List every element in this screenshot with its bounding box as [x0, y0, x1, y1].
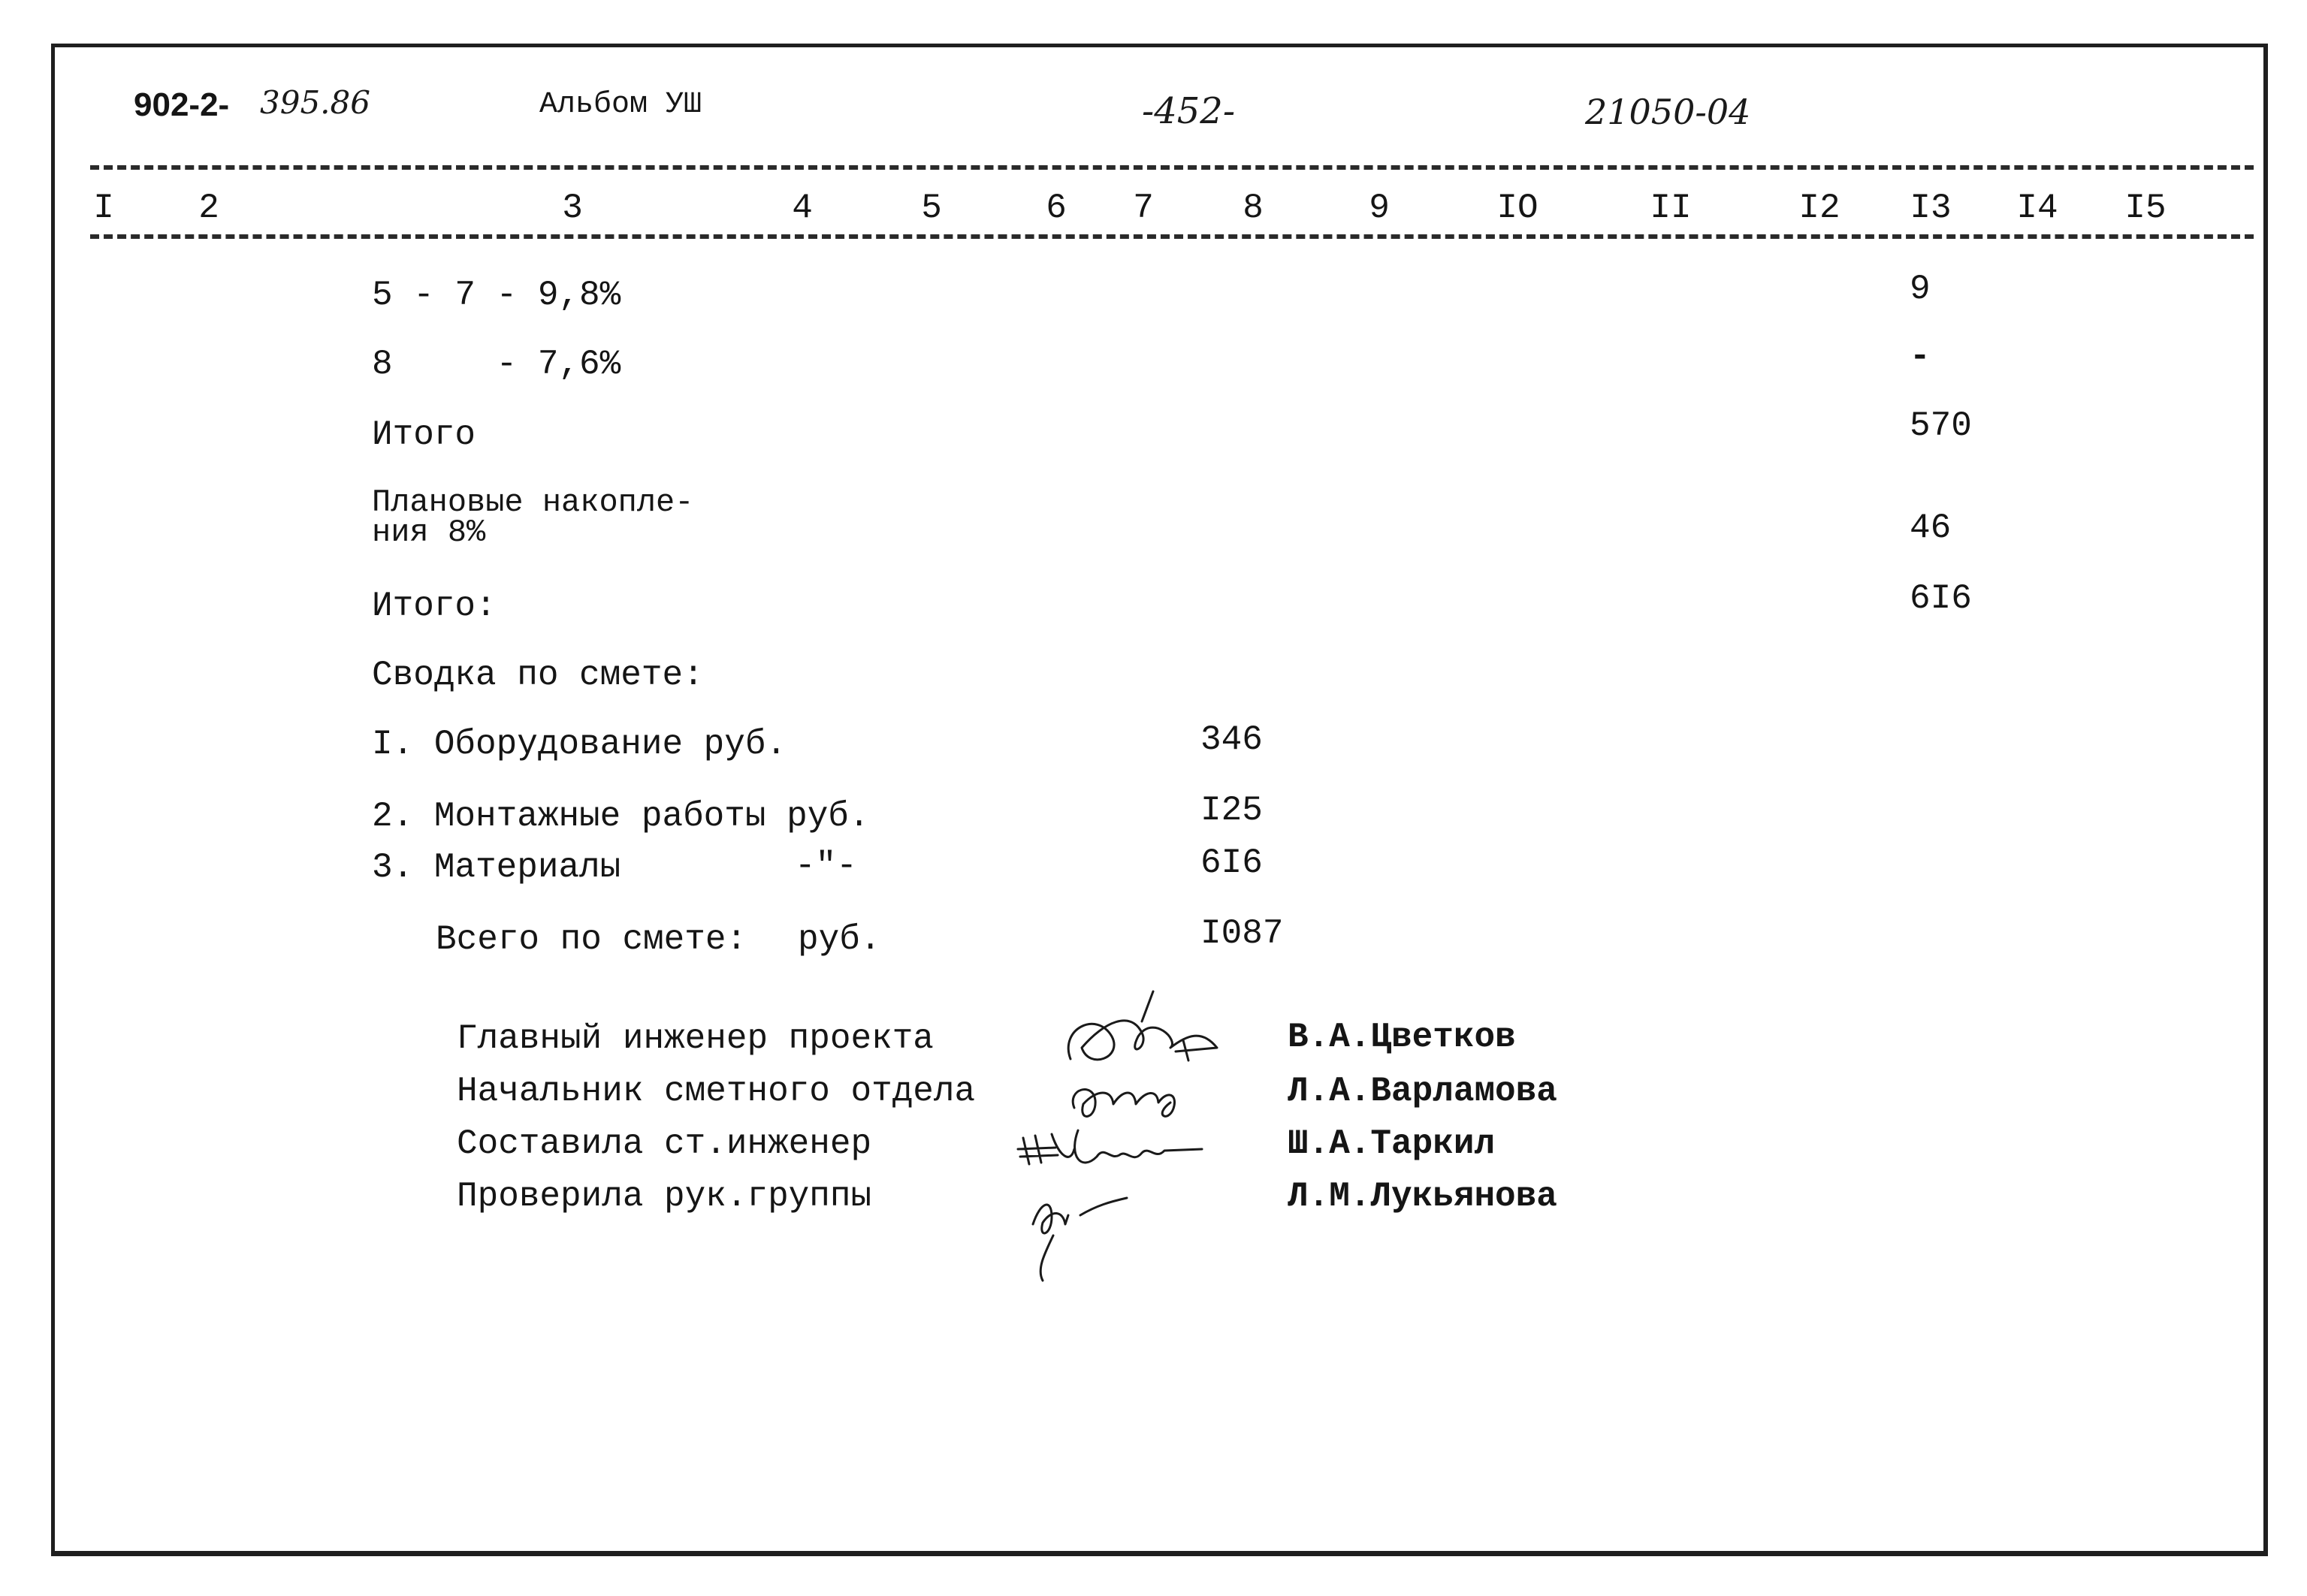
row-label-line: ния 8%	[372, 514, 486, 551]
column-number: I3	[1910, 189, 1952, 228]
signatory-name: Л.А.Варламова	[1288, 1072, 1557, 1111]
signatory-name: Ш.А.Таркил	[1288, 1124, 1496, 1163]
handwritten-signatures	[999, 976, 1300, 1299]
summary-item-value: 6I6	[1200, 843, 1263, 882]
signature-scribble-tsvetkov	[1068, 991, 1217, 1060]
signature-role: Проверила рук.группы	[457, 1177, 872, 1216]
signature-scribble-lukyanova	[1033, 1198, 1127, 1281]
column-number: 4	[792, 189, 813, 228]
row-value: 9	[1910, 270, 1931, 309]
column-number: 5	[921, 189, 942, 228]
summary-item-label: 2. Монтажные работы руб.	[372, 797, 870, 836]
column-number: 3	[562, 189, 583, 228]
column-number: IO	[1496, 189, 1539, 228]
column-header-top-rule	[90, 165, 2254, 170]
column-number: 8	[1243, 189, 1264, 228]
summary-item-value: I25	[1200, 791, 1263, 830]
column-header-bottom-rule	[90, 234, 2254, 239]
column-number: I4	[2016, 189, 2058, 228]
signature-scribble-tarkil	[1018, 1130, 1202, 1164]
column-number: 2	[198, 189, 219, 228]
column-number: 6	[1046, 189, 1067, 228]
column-number: I	[93, 189, 114, 228]
summary-title: Сводка по смете:	[372, 656, 704, 695]
row-label: 8 - 7,6%	[372, 345, 621, 384]
summary-item-unit: -"-	[795, 846, 857, 885]
column-number: 9	[1369, 189, 1390, 228]
column-number: 7	[1133, 189, 1154, 228]
row-value: -	[1910, 337, 1931, 376]
code-prefix: 902-2-	[134, 86, 230, 123]
column-number: I2	[1798, 189, 1840, 228]
album-label: Альбом УШ	[539, 88, 702, 122]
signature-role: Составила ст.инженер	[457, 1124, 872, 1163]
signature-role: Начальник сметного отдела	[457, 1072, 976, 1111]
summary-item-value: 346	[1200, 720, 1263, 759]
row-label: Итого:	[372, 587, 497, 626]
summary-total-value: I087	[1200, 914, 1284, 953]
summary-total-unit: руб.	[798, 920, 881, 959]
signatory-name: Л.М.Лукьянова	[1288, 1177, 1557, 1216]
page-number: -452-	[1142, 90, 1236, 132]
summary-item-label: 3. Материалы	[372, 848, 621, 887]
column-number: I5	[2124, 189, 2167, 228]
row-label-line: Плановые накопле-	[372, 484, 694, 520]
signatory-name: В.А.Цветков	[1288, 1018, 1516, 1057]
row-label: 5 - 7 - 9,8%	[372, 276, 621, 315]
code-number: 395.86	[260, 84, 370, 121]
row-value: 570	[1910, 406, 1972, 445]
signature-scribble-varlamova	[1073, 1090, 1174, 1117]
summary-total-label: Всего по смете:	[436, 920, 747, 959]
row-value: 46	[1910, 508, 1952, 548]
document-number: 21050-04	[1585, 92, 1751, 132]
column-number: II	[1650, 189, 1692, 228]
signature-role: Главный инженер проекта	[457, 1019, 934, 1058]
row-label: Итого	[372, 415, 476, 454]
row-value: 6I6	[1910, 579, 1972, 618]
summary-item-label: I. Оборудование руб.	[372, 725, 787, 764]
